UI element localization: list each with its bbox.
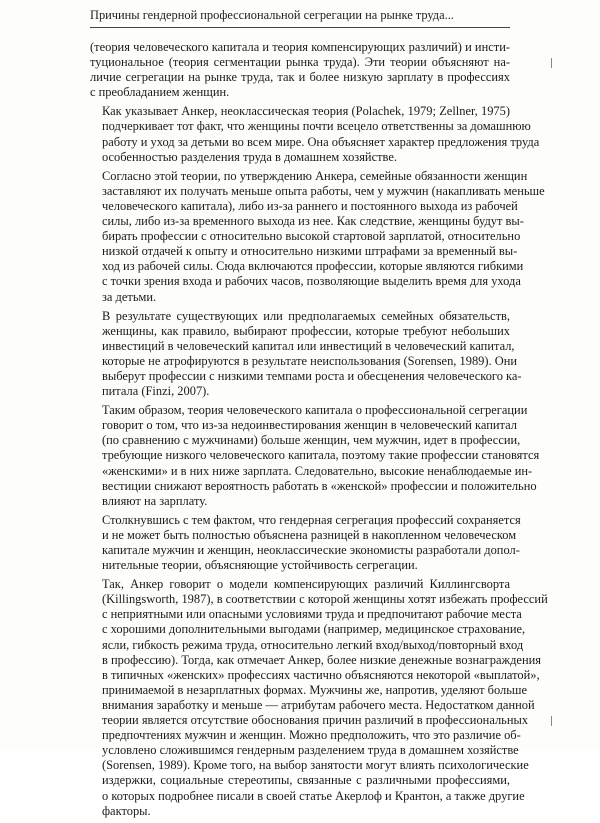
text-line: (теория человеческого капитала и теория компенсирующих различий) и инсти- [90, 40, 510, 54]
text-line: говорит о том, что из-за недоинвестирования женщин в человеческий капитал [102, 418, 517, 433]
text-line: низкой отдачей к опыту и относительно низкими штрафами за временный вы- [102, 244, 518, 259]
text-line: подчеркивает тот факт, что женщины почти всецело ответственны за домашнюю [102, 119, 531, 134]
text-line: ясли, гибкость режима труда, относительно легкий вход/выход/повторный вход [102, 637, 524, 652]
running-header: Причины гендерной профессиональной сегрегации на рынке труда... [90, 8, 510, 28]
text-line: принимаемой в незарплатных формах. Мужчины же, напротив, уделяют больше [102, 682, 528, 697]
text-line: заставляют их получать меньше опыта работы, чем у мужчин (накапливать меньше [102, 183, 545, 198]
text-line: (Killingsworth, 1987), в соответствии с которой женщины хотят избежать профессий [102, 592, 548, 607]
margin-mark [551, 58, 552, 68]
text-line: Как указывает Анкер, неоклассическая теория (Polachek, 1979; Zellner, 1975) [102, 104, 510, 119]
text-line: которые не атрофируются в результате неиспользования (Sorensen, 1989). Они [102, 353, 518, 368]
text-line: Так, Анкер говорит о модели компенсирующих различий Киллингсворта [102, 577, 510, 592]
text-line: с неприятными или опасными условиями труда и предпочитают рабочие места [102, 607, 522, 622]
text-line: факторы. [102, 803, 151, 818]
text-line: Согласно этой теории, по утверждению Анкера, семейные обязанности женщин [102, 168, 528, 183]
paragraph [90, 40, 510, 100]
paragraph [90, 512, 521, 573]
margin-mark [551, 716, 552, 726]
text-line: туциональное (теория сегментации рынка труда). Эти теории объясняют на- [90, 55, 510, 70]
paragraph [90, 308, 522, 400]
text-line: о которых подробнее писали в своей статье Акерлоф и Крантон, а также другие [102, 788, 525, 803]
text-line: вестиции снижают вероятность работать в «женской» профессии и положительно [102, 478, 537, 493]
text-line: с точки зрения входа и рабочих часов, позволяющие выделить время для ухода [102, 274, 521, 289]
text-line: «женскими» и в них ниже зарплата. Следовательно, высокие ненаблюдаемые ин- [102, 463, 533, 478]
text-line: предпочтениях мужчин и женщин. Можно предположить, что это различие об- [102, 728, 521, 743]
text-line: в типичных «женских» профессиях частично объясняются некоторой «выплатой», [102, 667, 540, 682]
text-line: в профессию). Тогда, как отмечает Анкер, более низкие денежные вознаграждения [102, 652, 541, 667]
text-line: издержки, социальные стереотипы, связанные с различными профессиями, [102, 773, 510, 788]
text-line: с хорошими дополнительными выгодами (например, медицинское страхование, [102, 622, 526, 637]
paragraph [90, 403, 540, 509]
text-line: (по сравнению с мужчинами) больше женщин, чем мужчин, идет в профессии, [102, 433, 521, 448]
text-line: выберут профессии с низкими темпами роста и обесценения человеческого ка- [102, 368, 522, 383]
text-line: нительные теории, объясняющие устойчивость сегрегации. [102, 558, 418, 573]
text-line: (Sorensen, 1989). Кроме того, на выбор занятости могут влиять психологические [102, 758, 529, 773]
text-line: личие сегрегации на рынке труда, так и более низкую зарплату в профессиях [90, 70, 510, 85]
text-line: условлено сложившимся гендерным разделением труда в домашнем хозяйстве [102, 743, 519, 758]
text-line: инвестиций в человеческий капитал или инвестиций в человеческий капитал, [102, 338, 515, 353]
text-line: женщины, как правило, выбирают профессии, которые требуют небольших [102, 323, 510, 338]
text-line: теории является отсутствие обоснования причин различий в профессиональных [102, 713, 529, 728]
text-line: и не может быть полностью объяснена разницей в накопленном человеческом [102, 527, 517, 542]
text-line: за детьми. [102, 289, 157, 304]
text-line: требующие низкого человеческого капитала, поэтому такие профессии становятся [102, 448, 540, 463]
paragraph [90, 577, 548, 819]
text-line: внимания заработку и меньше — атрибутам рабочего места. Недостатком данной [102, 697, 535, 712]
text-line: влияют на зарплату. [102, 493, 208, 508]
paragraph [90, 168, 545, 305]
text-line: Таким образом, теория человеческого капитала о профессиональной сегрегации [102, 403, 528, 418]
text-line: капитале мужчин и женщин, неоклассические экономисты разработали допол- [102, 543, 520, 557]
text-line: человеческого капитала), либо из-за раннего и постоянного выхода из рабочей [102, 198, 518, 213]
text-line: В результате существующих или предполагаемых семейных обязательств, [102, 308, 510, 323]
text-line: силы, либо из-за временного выхода из нее. Как следствие, женщины будут вы- [102, 214, 524, 229]
text-line: особенностью разделения труда в домашнем хозяйстве. [102, 149, 397, 164]
text-line: питала (Finzi, 2007). [102, 384, 210, 399]
text-line: Столкнувшись с тем фактом, что гендерная сегрегация профессий сохраняется [102, 512, 521, 527]
text-line: с преобладанием женщин. [90, 85, 230, 100]
text-line: бирать профессии с относительно высокой стартовой зарплатой, относительно [102, 229, 521, 244]
text-line: ход из рабочей силы. Сюда включаются профессии, которые являются гибкими [102, 259, 524, 274]
paragraph [90, 104, 540, 164]
text-line: работу и уход за детьми во всем мире. Она объясняет характер предложения труда [102, 134, 540, 149]
body-text [90, 40, 548, 823]
